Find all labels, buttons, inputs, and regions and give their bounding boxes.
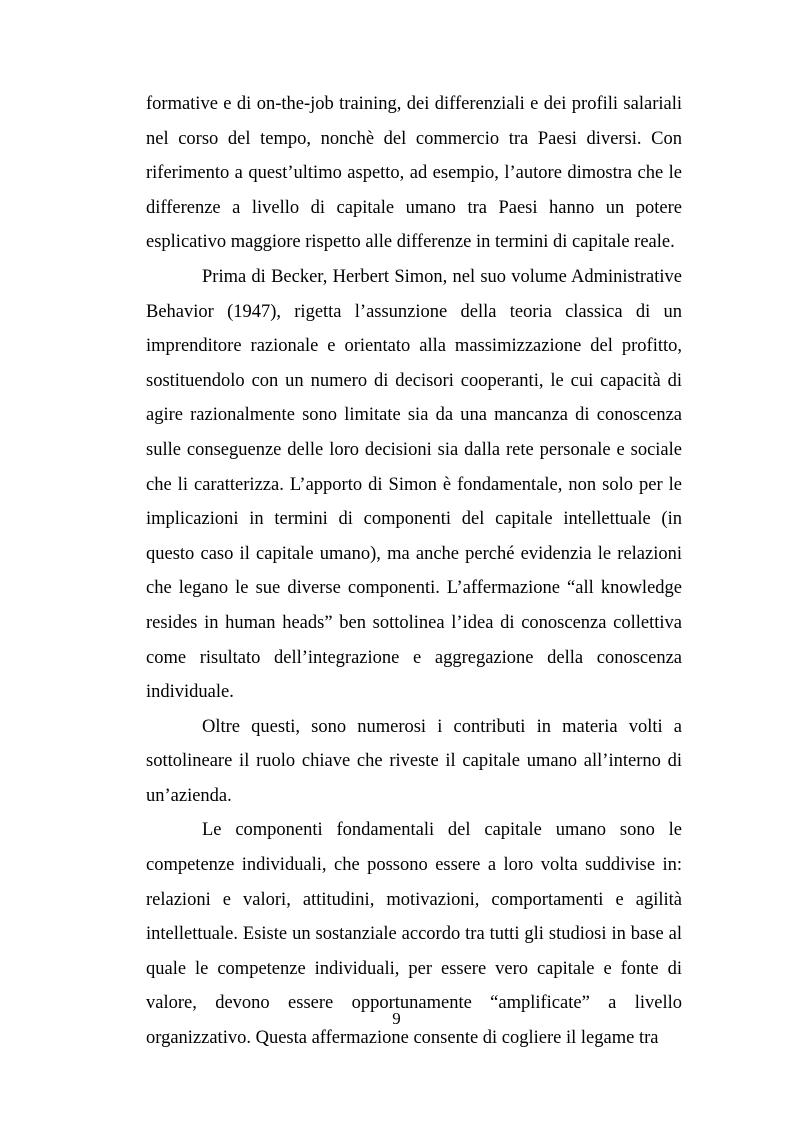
body-text [146, 87, 682, 1056]
paragraph-4: Le componenti fondamentali del capitale umano sono le competenze individuali, che possono essere a loro volta suddivise in: relazioni e valori, attitudini, motivazioni, comportamenti e agilità intellettuale. Esiste un sostanziale accordo tra tutti gli studiosi in base al quale le competenze individuali, per essere vero capitale e fonte di valore, devono essere opportunamente “amplificate” a livello organizzativo. Questa affermazione consente di cogliere il legame tra [146, 820, 682, 1049]
paragraph-1: formative e di on-the-job training, dei differenziali e dei profili salariali nel corso del tempo, nonchè del commercio tra Paesi diversi. Con riferimento a quest’ultimo aspetto, ad esempio, l’autore dimostra che le differenze a livello di capitale umano tra Paesi hanno un potere esplicativo maggiore rispetto alle differenze in termini di capitale reale. [146, 94, 682, 253]
paragraph-3: Oltre questi, sono numerosi i contributi in materia volti a sottolineare il ruolo chiave che riveste il capitale umano all’interno di un’azienda. [146, 716, 682, 806]
page-number: 9 [392, 1009, 401, 1028]
paragraph-2: Prima di Becker, Herbert Simon, nel suo volume Administrative Behavior (1947), rigetta l’assunzione della teoria classica di un imprenditore razionale e orientato alla massimizzazione del profitto, sostituendolo con un numero di decisori cooperanti, le cui capacità di agire razionalmente sono limitate sia da una mancanza di conoscenza sulle conseguenze delle loro decisioni sia dalla rete personale e sociale che li caratterizza. L’apporto di Simon è fondamentale, non solo per le implicazioni in termini di componenti del capitale intellettuale (in questo caso il capitale umano), ma anche perché evidenzia le relazioni che legano le sue diverse componenti. L’affermazione “all knowledge resides in human heads” ben sottolinea l’idea di conoscenza collettiva come risultato dell’integrazione e aggregazione della conoscenza individuale. [146, 266, 682, 703]
